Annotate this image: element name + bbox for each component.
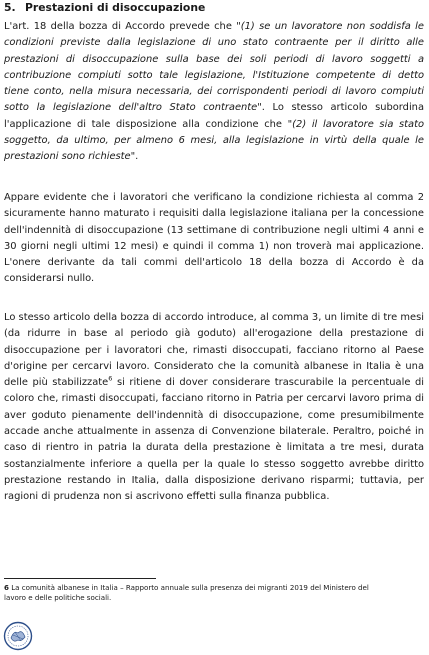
paragraph-1	[4, 19, 424, 166]
section-title: Prestazioni di disoccupazione	[25, 1, 206, 14]
text-line: considerarsi nullo.	[4, 273, 95, 285]
text-line: ragioni di prudenza non si ascrivono effetti sulla finanza pubblica.	[4, 491, 330, 503]
footnote-line: 6 La comunità albanese in Italia – Rapporto annuale sulla presenza dei migranti 2019 del Ministero del	[4, 583, 369, 592]
institutional-seal-icon	[3, 621, 33, 651]
text-line: soggetto, da ultimo, per almeno 6 mesi, alla legislazione in virtù della quale le	[4, 135, 424, 147]
text-line: Lo stesso articolo della bozza di accordo introduce, al comma 3, un limite di tre mesi	[4, 312, 424, 323]
text-line: prestazioni di disoccupazione sulla base dei soli periodi di lavoro soggetti a	[4, 53, 424, 65]
text-line: sostanzialmente inferiore a quella per la quale lo stesso soggetto avrebbe diritto	[4, 458, 424, 470]
text-line: tiene conto, nella misura necessaria, dei corrispondenti periodi di lavoro compiuti	[4, 86, 424, 98]
section-number: 5.	[4, 1, 16, 14]
text-line: condizioni previste dalla legislazione di uno stato contraente per il diritto alle	[4, 37, 424, 49]
footnote-separator	[4, 578, 156, 579]
footnote-reference[interactable]: 6	[108, 375, 113, 383]
text-line: Appare evidente che i lavoratori che verificano la condizione richiesta al comma 2	[4, 192, 424, 203]
text-line: delle più stabilizzate$^6$ si ritiene di dover considerare trascurabile la percentuale di	[4, 375, 424, 389]
footnote	[4, 583, 424, 602]
footnote-line: lavoro e delle politiche sociali.	[4, 592, 112, 602]
text-line: sicuramente hanno maturato i requisiti dalla legislazione italiana per la concessione	[4, 208, 424, 220]
section-heading	[4, 1, 424, 15]
text-line: disoccupazione per i lavoratori che, rimasti disoccupati, facciano ritorno al Paese	[4, 344, 424, 356]
text-line: accade anche attualmente in assenza di Convenzione bilaterale. Peraltro, poiché in	[4, 426, 424, 438]
footnote-number: 6	[4, 583, 9, 592]
paragraph-3	[4, 310, 424, 506]
text-line: L'onere derivante da tali commi dell'articolo 18 della bozza di Accordo è da	[4, 257, 424, 269]
text-line: 30 giorni negli ultimi 12 mesi) e quindi il comma 1) non troverà mai applicazione.	[4, 240, 424, 252]
text-line: l'applicazione di tale disposizione alla condizione che "(2) il lavoratore sia stato	[4, 118, 424, 130]
text-line: coloro che, rimasti disoccupati, facciano ritorno in Patria per cercarvi lavoro prima di	[4, 393, 424, 405]
text-line: prestazione restando in Italia, dalla disposizione derivano risparmi; tuttavia, per	[4, 474, 424, 486]
text-line: L'art. 18 della bozza di Accordo prevede che "(1) se un lavoratore non soddisfa le	[4, 21, 424, 32]
paragraph-2	[4, 190, 424, 288]
text-line: prestazioni sono richieste".	[4, 151, 139, 163]
text-line: dell'indennità di disoccupazione (13 settimane di contribuzione negli ultimi 4 anni e	[4, 224, 424, 236]
text-line: aver goduto pienamente dell'indennità di disoccupazione, come presumibilmente	[4, 409, 424, 421]
text-line: d'origine per cercarvi lavoro. Considerato che la comunità albanese in Italia è una	[4, 360, 424, 372]
text-line: (da ridurre in base al periodo già goduto) all'erogazione della prestazione di	[4, 328, 424, 340]
text-line: caso di rientro in patria la durata della prestazione è limitata a tre mesi, durata	[4, 442, 424, 454]
text-line: sotto la legislazione dell'altro Stato contraente". Lo stesso articolo subordina	[4, 102, 424, 114]
text-line: contribuzione compiuti sotto tale legislazione, l'Istituzione competente di detto	[4, 69, 424, 81]
